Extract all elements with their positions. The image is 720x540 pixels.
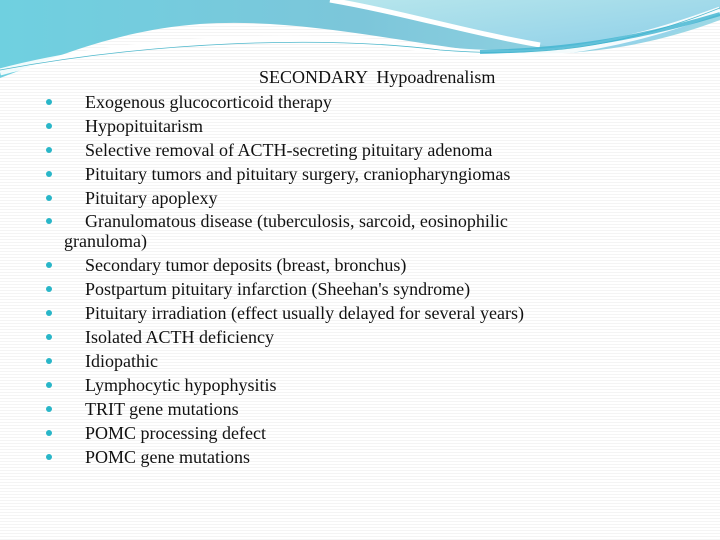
- list-item: Pituitary apoplexy: [0, 186, 720, 210]
- bullet-icon: [46, 358, 52, 364]
- list-item: POMC processing defect: [0, 421, 720, 445]
- list-item: TRIT gene mutations: [0, 397, 720, 421]
- bullet-icon: [46, 382, 52, 388]
- list-item: Postpartum pituitary infarction (Sheehan's syndrome): [0, 277, 720, 301]
- list-item: POMC gene mutations: [0, 445, 720, 469]
- bullet-icon: [46, 454, 52, 460]
- bullet-icon: [46, 195, 52, 201]
- list-item: Lymphocytic hypophysitis: [0, 373, 720, 397]
- list-item: Secondary tumor deposits (breast, bronchus): [0, 253, 720, 277]
- bullet-icon: [46, 218, 52, 224]
- bullet-icon: [46, 147, 52, 153]
- bullet-list: [0, 90, 720, 469]
- list-item: Pituitary irradiation (effect usually delayed for several years): [0, 301, 720, 325]
- bullet-icon: [46, 286, 52, 292]
- list-item: Hypopituitarism: [0, 114, 720, 138]
- list-item: Granulomatous disease (tuberculosis, sarcoid, eosinophilic granuloma): [0, 210, 720, 253]
- bullet-icon: [46, 310, 52, 316]
- list-item: Exogenous glucocorticoid therapy: [0, 90, 720, 114]
- bullet-icon: [46, 334, 52, 340]
- bullet-icon: [46, 430, 52, 436]
- list-item: Pituitary tumors and pituitary surgery, craniopharyngiomas: [0, 162, 720, 186]
- bullet-icon: [46, 99, 52, 105]
- bullet-icon: [46, 406, 52, 412]
- list-item: Selective removal of ACTH-secreting pituitary adenoma: [0, 138, 720, 162]
- slide-title: SECONDARY Hypoadrenalism: [259, 67, 496, 87]
- list-item: Idiopathic: [0, 349, 720, 373]
- list-item: Isolated ACTH deficiency: [0, 325, 720, 349]
- bullet-icon: [46, 262, 52, 268]
- bullet-icon: [46, 171, 52, 177]
- bullet-icon: [46, 123, 52, 129]
